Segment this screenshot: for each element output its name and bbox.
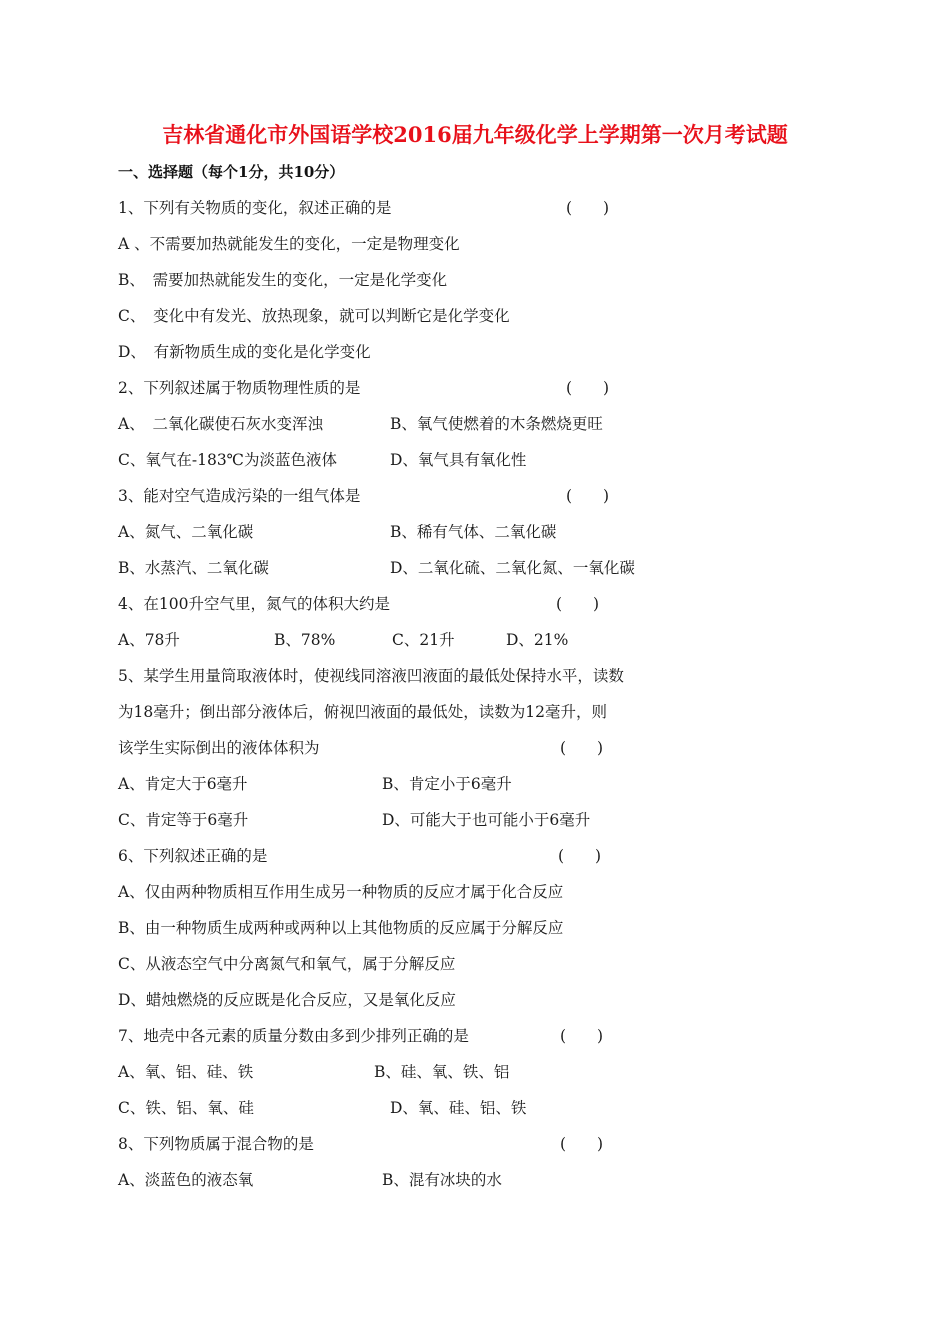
question-3-stem: 3、能对空气造成污染的一组气体是 ( ) — [118, 484, 360, 508]
question-5-stem-line1: 5、某学生用量筒取液体时，使视线同溶液凹液面的最低处保持水平，读数 — [118, 667, 624, 685]
question-6-stem: 6、下列叙述正确的是 ( ) — [118, 844, 267, 868]
question-6-option-b: B、由一种物质生成两种或两种以上其他物质的反应属于分解反应 — [118, 919, 564, 937]
question-7-option-c: C、铁、铝、氧、硅 — [118, 1099, 254, 1117]
question-2-option-a: A、 二氧化碳使石灰水变浑浊 — [118, 415, 323, 433]
question-2-option-d: D、氧气具有氧化性 — [390, 451, 527, 469]
question-8-option-a: A、淡蓝色的液态氧 — [118, 1171, 254, 1189]
question-2-option-b: B、氧气使燃着的木条燃烧更旺 — [390, 415, 603, 433]
question-2-option-c: C、氧气在-183℃为淡蓝色液体 — [118, 451, 338, 469]
question-5-option-c: C、肯定等于6毫升 — [118, 811, 249, 829]
question-1-option-d: D、 有新物质生成的变化是化学变化 — [118, 343, 371, 361]
question-8-stem: 8、下列物质属于混合物的是 ( ) — [118, 1132, 314, 1156]
question-7-option-d: D、氧、硅、铝、铁 — [390, 1099, 527, 1117]
document-title: 吉林省通化市外国语学校2016届九年级化学上学期第一次月考试题 — [162, 122, 788, 147]
section-heading: 一、选择题（每个1分，共10分） — [118, 163, 345, 181]
question-5-option-a: A、肯定大于6毫升 — [118, 775, 248, 793]
answer-blank: ( ) — [566, 487, 610, 505]
question-5-option-d: D、可能大于也可能小于6毫升 — [382, 811, 591, 829]
question-4-stem: 4、在100升空气里，氮气的体积大约是 ( ) — [118, 592, 390, 616]
question-4-option-b: B、78% — [274, 631, 336, 649]
question-3-option-b: B、稀有气体、二氧化碳 — [390, 523, 557, 541]
question-6-option-a: A、仅由两种物质相互作用生成另一种物质的反应才属于化合反应 — [118, 883, 564, 901]
question-5-stem-line2: 为18毫升；倒出部分液体后，俯视凹液面的最低处，读数为12毫升，则 — [118, 703, 607, 721]
question-6-option-d: D、蜡烛燃烧的反应既是化合反应，又是氧化反应 — [118, 991, 456, 1009]
question-3-option-d: D、二氧化硫、二氧化氮、一氧化碳 — [390, 559, 635, 577]
question-6-option-c: C、从液态空气中分离氮气和氧气，属于分解反应 — [118, 955, 456, 973]
question-4-option-a: A、78升 — [118, 631, 180, 649]
question-3-option-c: B、水蒸汽、二氧化碳 — [118, 559, 269, 577]
question-7-option-a: A、氧、铝、硅、铁 — [118, 1063, 254, 1081]
question-1-option-c: C、 变化中有发光、放热现象，就可以判断它是化学变化 — [118, 307, 510, 325]
question-1-option-a: A 、不需要加热就能发生的变化，一定是物理变化 — [118, 235, 460, 253]
question-1-stem: 1、下列有关物质的变化，叙述正确的是 ( ) — [118, 196, 391, 220]
question-5-stem-line3: 该学生实际倒出的液体体积为 ( ) — [118, 736, 320, 760]
question-4-option-d: D、21% — [506, 631, 569, 649]
question-4-option-c: C、21升 — [392, 631, 455, 649]
question-1-option-b: B、 需要加热就能发生的变化，一定是化学变化 — [118, 271, 448, 289]
question-7-stem: 7、地壳中各元素的质量分数由多到少排列正确的是 ( ) — [118, 1024, 469, 1048]
question-8-option-b: B、混有冰块的水 — [382, 1171, 502, 1189]
answer-blank: ( ) — [560, 1027, 604, 1045]
question-5-option-b: B、肯定小于6毫升 — [382, 775, 512, 793]
answer-blank: ( ) — [556, 595, 600, 613]
answer-blank: ( ) — [560, 1135, 604, 1153]
question-7-option-b: B、硅、氧、铁、铝 — [374, 1063, 510, 1081]
question-2-stem: 2、下列叙述属于物质物理性质的是 ( ) — [118, 376, 360, 400]
answer-blank: ( ) — [558, 847, 602, 865]
question-3-option-a: A、氮气、二氧化碳 — [118, 523, 254, 541]
answer-blank: ( ) — [560, 739, 604, 757]
answer-blank: ( ) — [566, 199, 610, 217]
answer-blank: ( ) — [566, 379, 610, 397]
